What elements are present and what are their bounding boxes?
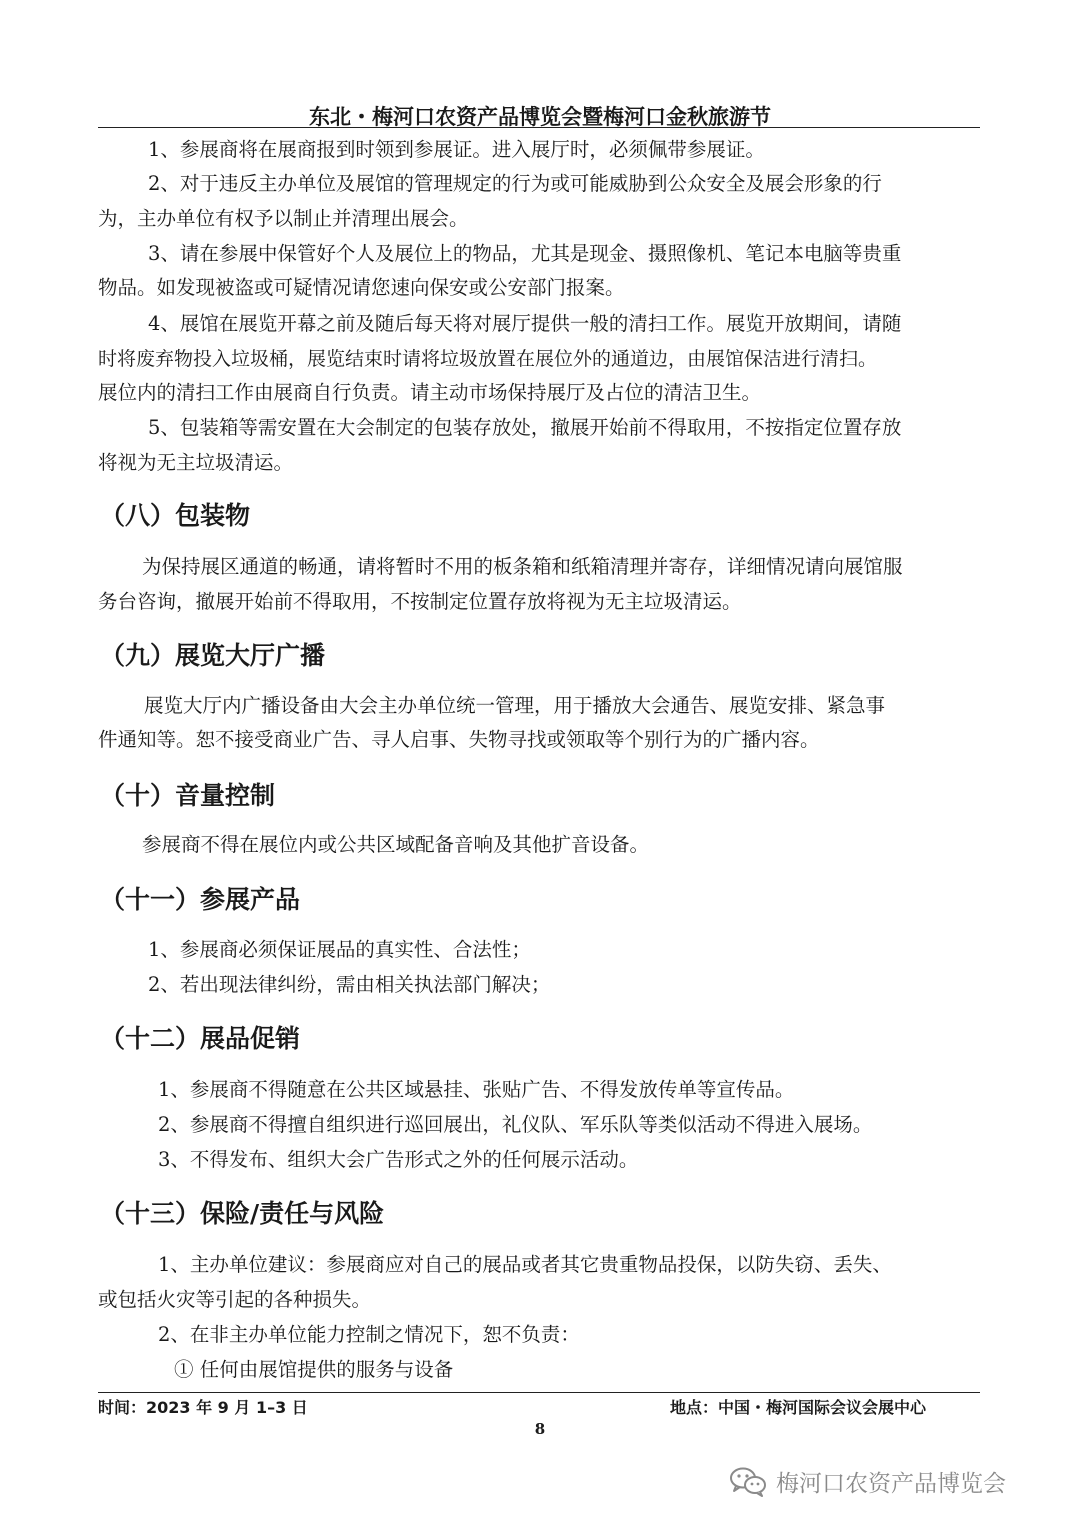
paragraph-line: 展位内的清扫工作由展商自行负责。请主动市场保持展厅及占位的清洁卫生。 [98,381,762,404]
paragraph-line: 参展商不得在展位内或公共区域配备音响及其他扩音设备。 [142,833,650,856]
paragraph-line: 2、若出现法律纠纷，需由相关执法部门解决； [148,973,551,996]
section-heading-volume: （十）音量控制 [100,781,276,810]
header-title: 东北・梅河口农资产品博览会暨梅河口金秋旅游节 [309,105,771,129]
paragraph-line: 为保持展区通道的畅通，请将暂时不用的板条箱和纸箱清理并寄存，详细情况请向展馆服 [142,555,903,578]
paragraph-line: 2、在非主办单位能力控制之情况下，恕不负责： [158,1323,580,1346]
page-number: 8 [534,1420,546,1438]
paragraph-line: 4、展馆在展览开幕之前及随后每天将对展厅提供一般的清扫工作。展览开放期间，请随 [148,312,902,335]
paragraph-line: 2、参展商不得擅自组织进行巡回展出，礼仪队、军乐队等类似活动不得进入展场。 [158,1113,873,1136]
paragraph-line: 3、请在参展中保管好个人及展位上的物品，尤其是现金、摄照像机、笔记本电脑等贵重 [148,242,902,265]
paragraph-line: 3、不得发布、组织大会广告形式之外的任何展示活动。 [158,1148,639,1171]
footer-place: 地点：中国・梅河国际会议会展中心 [670,1398,927,1417]
paragraph-line: 时将废弃物投入垃圾桶，展览结束时请将垃圾放置在展位外的通道边，由展馆保洁进行清扫。 [98,348,878,370]
paragraph-line: 展览大厅内广播设备由大会主办单位统一管理，用于播放大会通告、展览安排、紧急事 [144,694,886,717]
paragraph-line: ① 任何由展馆提供的服务与设备 [174,1358,454,1381]
section-heading-packaging: （八）包装物 [100,501,251,530]
watermark [728,1463,1006,1499]
section-heading-insurance: （十三）保险/责任与风险 [100,1199,385,1228]
paragraph-line: 1、主办单位建议：参展商应对自己的展品或者其它贵重物品投保，以防失窃、丢失、 [158,1253,892,1276]
watermark-text: 梅河口农资产品博览会 [776,1470,1006,1497]
paragraph-line: 件通知等。恕不接受商业广告、寻人启事、失物寻找或领取等个别行为的广播内容。 [98,728,820,751]
paragraph-line: 2、对于违反主办单位及展馆的管理规定的行为或可能威胁到公众安全及展会形象的行 [148,172,882,195]
paragraph-line: 1、参展商必须保证展品的真实性、合法性； [148,938,531,961]
paragraph-line: 为，主办单位有权予以制止并清理出展会。 [98,207,469,230]
section-heading-products: （十一）参展产品 [100,885,301,914]
paragraph-line: 或包括火灾等引起的各种损失。 [98,1288,372,1311]
paragraph-line: 1、参展商不得随意在公共区域悬挂、张贴广告、不得发放传单等宣传品。 [158,1078,795,1101]
header-rule [98,127,980,128]
section-heading-broadcast: （九）展览大厅广播 [100,641,326,670]
section-heading-promotion: （十二）展品促销 [100,1024,301,1053]
paragraph-line: 将视为无主垃圾清运。 [98,451,294,474]
wechat-icon [728,1465,768,1497]
footer-rule [98,1392,980,1393]
paragraph-line: 物品。如发现被盗或可疑情况请您速向保安或公安部门报案。 [98,276,625,299]
paragraph-line: 务台咨询，撤展开始前不得取用，不按制定位置存放将视为无主垃圾清运。 [98,590,742,613]
paragraph-line: 5、包装箱等需安置在大会制定的包装存放处，撤展开始前不得取用，不按指定位置存放 [148,416,902,439]
paragraph-line: 1、参展商将在展商报到时领到参展证。进入展厅时，必须佩带参展证。 [148,138,765,161]
footer-time: 时间：2023 年 9 月 1–3 日 [98,1398,308,1417]
